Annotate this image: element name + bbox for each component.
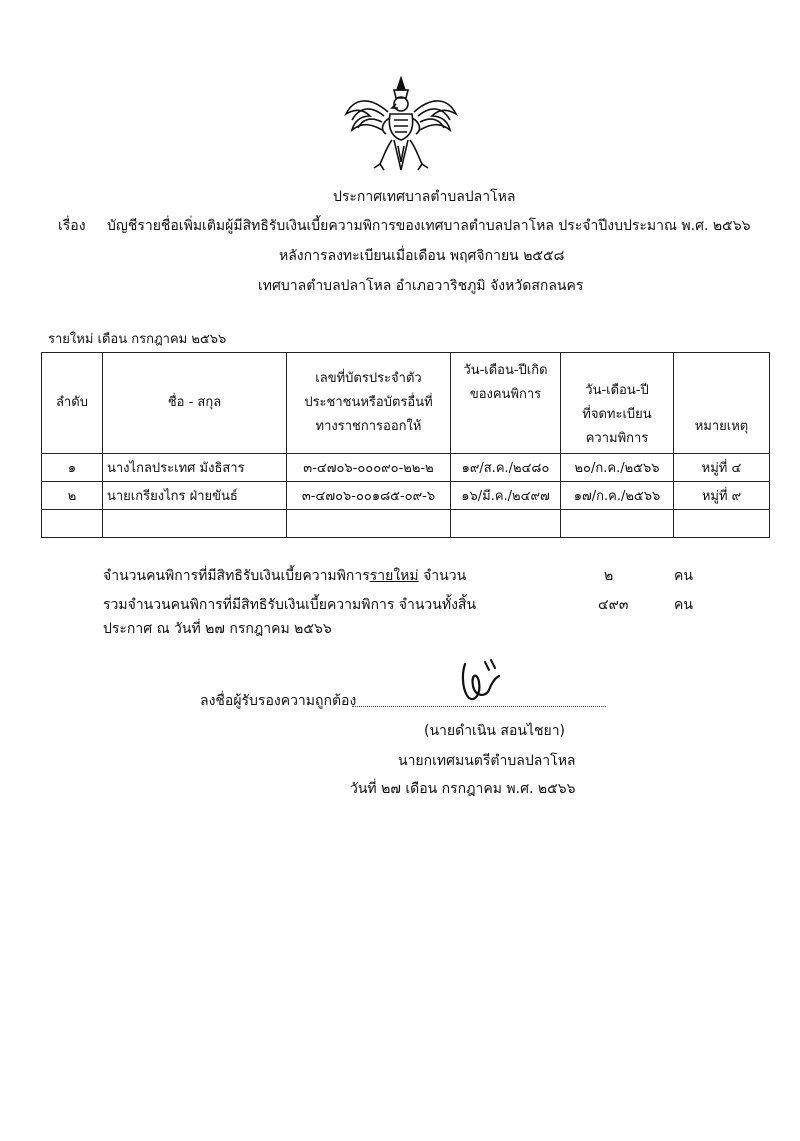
total-count-text: รวมจำนวนคนพิการที่มีสิทธิรับเงินเบี้ยความพิการ จำนวนทั้งสิ้น [103,597,477,613]
new-count-unit: คน [674,568,693,584]
empty-cell [674,510,770,538]
header-reg-line-1: วัน-เดือน-ปี [585,383,649,398]
subject-label: เรื่อง [58,218,86,234]
row-name: นางไกลประเทศ มังธิสาร [103,454,287,482]
header-reg-line-2: ที่จดทะเบียน [582,407,652,422]
total-count-value: ๔๙๓ [598,597,629,613]
table-header-row [42,353,770,454]
empty-cell [42,510,103,538]
header-id [287,353,451,454]
row-reg: ๑๗/ก.ค./๒๕๖๖ [561,482,674,510]
row-no: ๑ [42,454,103,482]
subject-line-3: เทศบาลตำบลปลาโหล อำเภอวาริชภูมิ จังหวัดสกลนคร [258,278,584,294]
beneficiary-table [41,352,770,538]
row-id: ๓-๔๗๐๖-๐๐๐๙๐-๒๒-๒ [287,454,451,482]
garuda-emblem [340,74,462,176]
certify-label: ลงชื่อผู้รับรองความถูกต้อง [200,693,357,709]
empty-cell [103,510,287,538]
subject-line-2: หลังการลงทะเบียนเมื่อเดือน พฤศจิกายน ๒๕๕๘ [279,248,565,264]
subject-line-1: บัญชีรายชื่อเพิ่มเติมผู้มีสิทธิรับเงินเบี้ยความพิการของเทศบาลตำบลปลาโหล ประจำปีงบประมาณ พ.ศ. ๒๕๖๖ [107,218,751,234]
signer-name: (นายดำเนิน สอนไชยา) [424,723,566,739]
row-reg: ๒๐/ก.ค./๒๕๖๖ [561,454,674,482]
row-id: ๓-๔๗๐๖-๐๐๑๘๕-๐๙-๖ [287,482,451,510]
announcer-title: ประกาศเทศบาลตำบลปลาโหล [333,189,516,205]
table-row [42,482,770,510]
signature-date: วันที่ ๒๗ เดือน กรกฎาคม พ.ศ. ๒๕๖๖ [350,781,576,797]
empty-cell [561,510,674,538]
new-count-text-post: จำนวน [418,568,467,584]
row-note: หมู่ที่ ๙ [674,482,770,510]
row-name: นายเกรียงไกร ฝ่ายขันธ์ [103,482,287,510]
signature-line [352,706,606,707]
header-id-line-2: ประชาชนหรือบัตรอื่นที่ [304,395,433,410]
row-note: หมู่ที่ ๔ [674,454,770,482]
header-note: หมายเหตุ [674,353,770,454]
header-reg [561,353,674,454]
header-reg-line-3: ความพิการ [585,431,649,446]
header-dob [451,353,561,454]
new-count-value: ๒ [604,568,614,584]
empty-cell [451,510,561,538]
header-no: ลำดับ [42,353,103,454]
header-id-line-1: เลขที่บัตรประจำตัว [315,371,422,386]
new-count-text-underlined: รายใหม่ [369,568,419,584]
header-dob-line-1: วัน-เดือน-ปีเกิด [463,363,548,378]
row-dob: ๑๙/ส.ค./๒๔๘๐ [451,454,561,482]
total-count-unit: คน [674,597,693,613]
announcement-date: ประกาศ ณ วันที่ ๒๗ กรกฎาคม ๒๕๖๖ [103,621,332,637]
new-count-text-pre: จำนวนคนพิการที่มีสิทธิรับเงินเบี้ยความพิการ [103,568,370,584]
header-id-line-3: ทางราชการออกให้ [315,419,422,434]
row-dob: ๑๖/มี.ค./๒๔๙๗ [451,482,561,510]
header-name: ชื่อ - สกุล [103,353,287,454]
signer-position: นายกเทศมนตรีตำบลปลาโหล [398,753,576,769]
empty-cell [287,510,451,538]
new-count-text [103,565,466,587]
header-dob-line-2: ของคนพิการ [469,387,542,402]
table-row-empty [42,510,770,538]
table-row [42,454,770,482]
handwritten-signature [455,656,503,706]
period-label: รายใหม่ เดือน กรกฎาคม ๒๕๖๖ [48,332,227,347]
row-no: ๒ [42,482,103,510]
